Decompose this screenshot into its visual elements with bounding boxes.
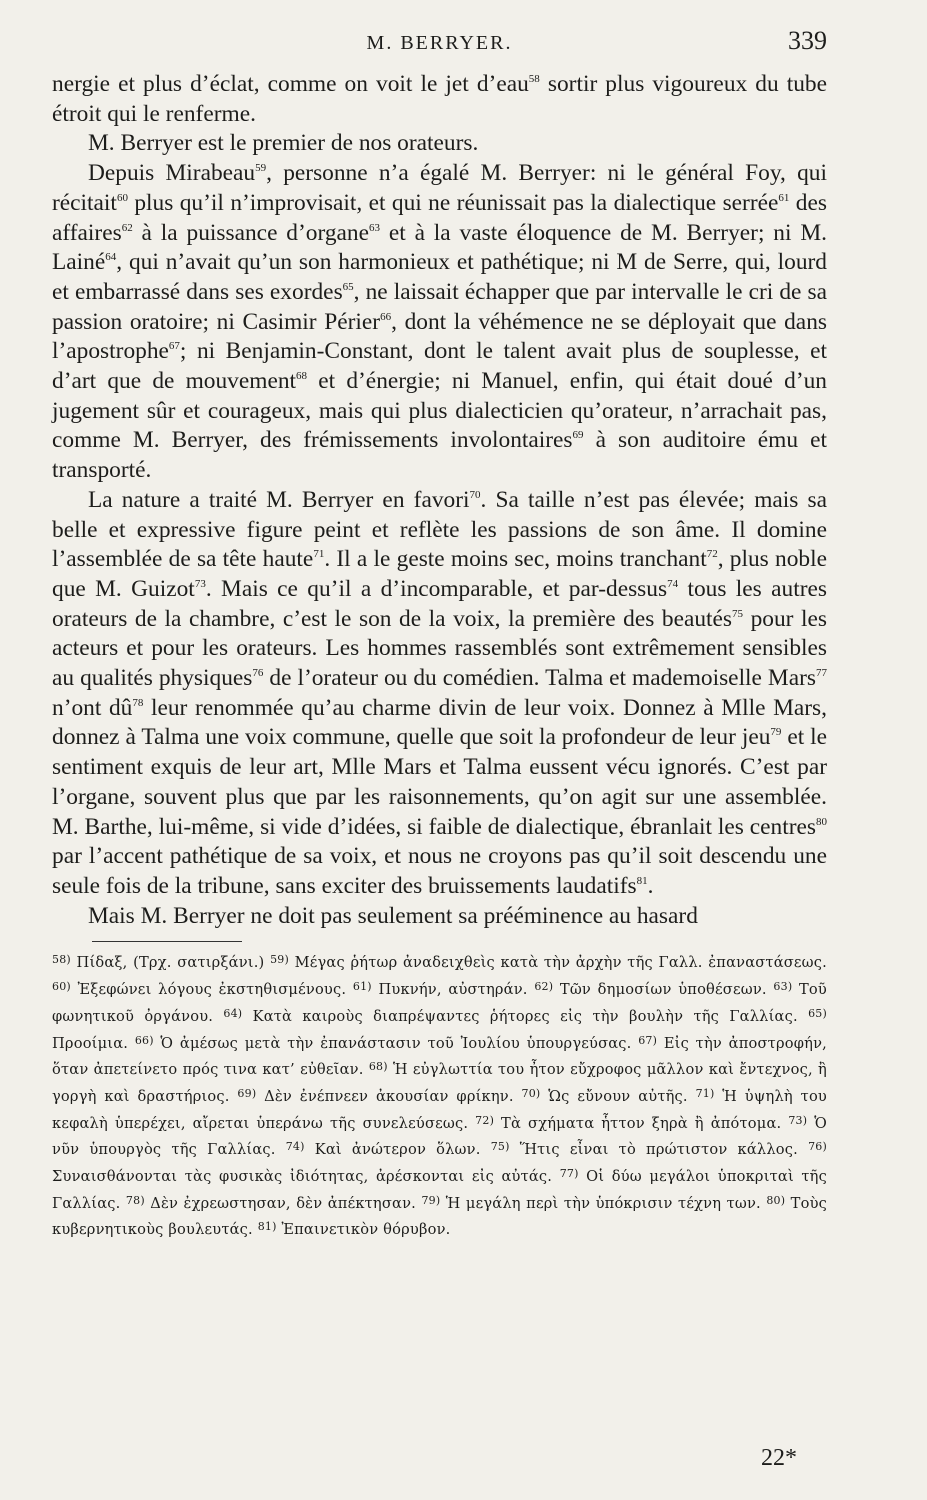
footnote [270, 954, 827, 971]
footnote-text: Δὲν ἐνέπνεεν ἀκουσίαν φρίκην. [256, 1087, 522, 1105]
footnote-text: Καὶ ἀνώτερον ὅλων. [304, 1141, 491, 1159]
page-number: 339 [788, 26, 827, 55]
footnote-ref: 61 [778, 191, 790, 204]
footnote-number: 76) [808, 1140, 827, 1154]
footnote-number: 79) [421, 1193, 441, 1207]
footnote-number: 61) [352, 980, 372, 994]
footnote-number: 71) [695, 1086, 715, 1100]
footnote-number: 67) [638, 1033, 658, 1047]
footnote [522, 1088, 696, 1105]
footnote-text: Ἐξεφώνει λόγους ἐκστηθισμένους. [70, 981, 353, 999]
book-page [52, 20, 827, 1480]
footnote-ref: 64 [105, 251, 117, 264]
footnote-number: 58) [52, 953, 71, 967]
footnote-text: Τὰ σχήματα ἧττον ξηρὰ ἢ ἀπότομα. [494, 1114, 789, 1132]
footnote-text: Ἡ ὑψηλὴ του κεφαλὴ ὑπερέχει, αἴρεται ὑπεράνω τῆς συνελεύσεως. [52, 1087, 827, 1132]
footnote-text: Δὲν ἐχρεωστησαν, δὲν ἀπέκτησαν. [144, 1194, 422, 1212]
footnote-ref: 80 [816, 815, 827, 828]
footnote-text: Τῶν δημοσίων ὑποθέσεων. [553, 981, 774, 999]
footnote-text: Τοῦ φωνητικοῦ ὀργάνου. [52, 981, 827, 1025]
footnote-ref: 72 [706, 548, 718, 561]
footnote-text: Προοίμια. [52, 1034, 135, 1052]
footnote-number: 65) [808, 1006, 827, 1020]
footnote-text: Οἱ δύω μεγάλοι ὑποκριταὶ τῆς Γαλλίας. [52, 1168, 827, 1212]
footnote-text: Ἡ εὐγλωττία του ἦτον εὔχροφος μᾶλλον καὶ ἔντεχνος, ἢ γοργὴ καὶ δραστήριος. [52, 1061, 827, 1105]
footnote-number: 78) [125, 1193, 145, 1207]
running-head: M. BERRYER. [366, 32, 513, 54]
footnote-block [52, 948, 827, 1242]
footnote-number: 69) [237, 1086, 257, 1100]
footnote-rule [92, 941, 242, 942]
footnote-ref: 67 [168, 340, 180, 353]
footnotes [52, 948, 827, 1242]
footnote-ref: 58 [528, 73, 540, 85]
footnote-ref: 65 [342, 280, 354, 293]
footnote [52, 954, 270, 971]
footnote [52, 981, 353, 998]
footnote-number: 80) [766, 1193, 786, 1207]
footnote-text: Ἥτις εἶναι τὸ πρώτιστον κάλλος. [509, 1141, 809, 1159]
footnote-number: 74) [285, 1140, 305, 1154]
footnote-text: Πυκνήν, αὐστηράν. [371, 981, 535, 999]
footnote-number: 59) [270, 953, 289, 967]
footnote-ref: 69 [572, 429, 584, 442]
footnote-text: Κατὰ καιροὺς διαπρέψαντες ῥήτορες εἰς τὴν βουλὴν τῆς Γαλλίας. [242, 1007, 809, 1025]
footnote [353, 981, 534, 998]
footnote [258, 1221, 451, 1238]
footnote-number: 72) [475, 1113, 495, 1127]
footnote-number: 75) [490, 1140, 510, 1154]
footnote [135, 1035, 638, 1052]
paragraph: M. Berryer est le premier de nos orateurs. [88, 130, 479, 157]
footnote-ref: 73 [194, 577, 206, 590]
footnote-ref: 77 [816, 667, 828, 680]
paragraph: nergie et plus d’éclat, comme on voit le jet d’eau$^{58}$ sortir plus vigoureux du tube étroit qui le renferme. [52, 71, 827, 127]
footnote-text: Εἰς τὴν ἀποστροφήν, ὅταν ἀπετείνετο πρός τινα κατ’ εὐθεῖαν. [52, 1034, 827, 1079]
paragraph: La nature a traité M. Berryer en favori$^{70}$. Sa taille n’est pas élevée; mais sa belle et expressive figure peint et reflète les passions de son âme. Il domine l’assemblée de sa tête haute$^{71}$. Il a le geste moins sec, moins tranchant$^{72}$, plus noble que M. Guizot$^{73}$. Mais ce qu’il a d’incomparable, et par-dessus$^{74}$ tous les autres orateurs de la chambre, c’est le son de la voix, la première des beautés$^{75}$ pour les acteurs et pour les orateurs. Les hommes rassemblés sont extrêmement sensibles au qualités physiques$^{76}$ de l’orateur ou du comédien. Talma et mademoiselle Mars$^{77}$ n’ont $dû^{78}$ leur renommée qu’au charme divin de leur voix. Donnez à Mlle Mars, donnez à Talma une voix commune, quelle que soit la profondeur de leur jeu$^{79}$ et le sentiment exquis de leur art, Mlle Mars et Talma eussent vécu ignorés. C’est par l’organe, souvent plus que par les raisonnements, qu’on agit sur une assemblée. M. Barthe, lui-même, si vide d’idées, si faible de dialectique, ébranlait les centres$^{80}$ par l’accent pathétique de sa voix, et nous ne croyons pas qu’il soit descendu une seule fois de la tribune, sans exciter des bruissements laudatifs$^{81}$. [52, 486, 828, 899]
page-header [52, 20, 827, 70]
paragraph: Mais M. Berryer ne doit pas seulement sa prééminence au hasard [88, 902, 698, 929]
footnote [223, 1008, 808, 1025]
footnote [534, 981, 773, 998]
footnote-ref: 76 [252, 667, 264, 680]
footnote-text: Ὁ ἀμέσως μετὰ τὴν ἐπανάστασιν τοῦ Ἰουλίου ὑπουργεύσας. [153, 1034, 639, 1052]
footnote-text: Ἐπαινετικὸν θόρυβον. [276, 1221, 451, 1239]
footnote [286, 1141, 491, 1158]
footnote [421, 1195, 766, 1212]
footnote-ref: 60 [116, 191, 128, 204]
footnote-number: 66) [134, 1033, 154, 1047]
footnote-number: 63) [773, 980, 793, 994]
footnote-text: Συναισθάνονται τὰς φυσικὰς ἰδιότητας, ἀρέσκονται εἰς αὐτάς. [52, 1168, 560, 1186]
footnote-number: 73) [788, 1113, 808, 1127]
footnote-ref: 74 [667, 577, 679, 590]
footnote-text: Ὁ νῦν ὑπουργὸς τῆς Γαλλίας. [52, 1114, 827, 1159]
footnote-number: 70) [521, 1086, 541, 1100]
footnote-number: 81) [257, 1220, 277, 1234]
signature-mark: 22* [761, 1445, 797, 1471]
body-text [52, 70, 827, 931]
footnote [126, 1195, 422, 1212]
footnote-ref: 79 [770, 726, 782, 739]
footnote-ref: 68 [296, 370, 308, 383]
footnote [237, 1088, 521, 1105]
footnote-text: Ἡ μεγάλη περὶ τὴν ὑπόκρισιν τέχνη των. [440, 1194, 767, 1212]
footnote-ref: 63 [369, 221, 380, 234]
footnote-ref: 78 [132, 696, 144, 709]
footnote-ref: 59 [255, 162, 267, 175]
footnote-text: Πίδαξ, (Τρχ. σατιρξάνι.) [70, 954, 271, 972]
footnote-number: 64) [223, 1006, 243, 1020]
footnote-text: Ὡς εὔνουν αὐτῆς. [540, 1087, 696, 1105]
footnote [491, 1141, 808, 1158]
footnote-number: 60) [52, 980, 71, 994]
footnote-ref: 75 [732, 607, 744, 620]
footnote [475, 1115, 788, 1132]
footnote-number: 77) [559, 1167, 579, 1181]
footnote-text: Τοὺς κυβερνητικοὺς βουλευτάς. [52, 1194, 828, 1239]
footnote-ref: 62 [121, 221, 133, 234]
paragraph: Depuis Mirabeau$^{59}$, personne n’a égalé M. Berryer: ni le général Foy, qui récitait$^{60}$ plus qu’il n’improvisait, et qui ne réunissait pas la dialectique serrée$^{61}$ des affaires$^{62}$ à la puissance d’organe$^{63}$ et à la vaste éloquence de M. Berryer; ni M. Lainé$^{64}$, qui n’avait qu’un son harmonieux et pathétique; ni M de Serre, qui, lourd et embarrassé dans ses exordes$^{65}$, ne laissait échapper que par intervalle le cri de sa passion oratoire; ni Casimir Périer$^{66}$, dont la véhémence ne se déployait que dans l’apostrophe$^{67}$; ni Benjamin-Constant, dont le talent avait plus de souplesse, et d’art que de mouvement$^{68}$ et d’énergie; ni Manuel, enfin, qui était doué d’un jugement sûr et courageux, mais qui plus dialecticien qu’orateur, n’arrachait pas, comme M. Berryer, des frémissements involontaires$^{69}$ à son auditoire ému et transporté. [52, 160, 827, 484]
footnote-ref: 70 [469, 488, 481, 501]
footnote-ref: 66 [380, 310, 392, 323]
footnote-number: 62) [534, 980, 554, 994]
footnote-number: 68) [368, 1060, 388, 1074]
footnote-ref: 81 [636, 874, 648, 887]
footnote-ref: 71 [313, 548, 325, 561]
footnote-text: Μέγας ῥήτωρ ἀναδειχθεὶς κατὰ τὴν ἀρχὴν τῆς Γαλλ. ἐπαναστάσεως. [288, 954, 827, 972]
